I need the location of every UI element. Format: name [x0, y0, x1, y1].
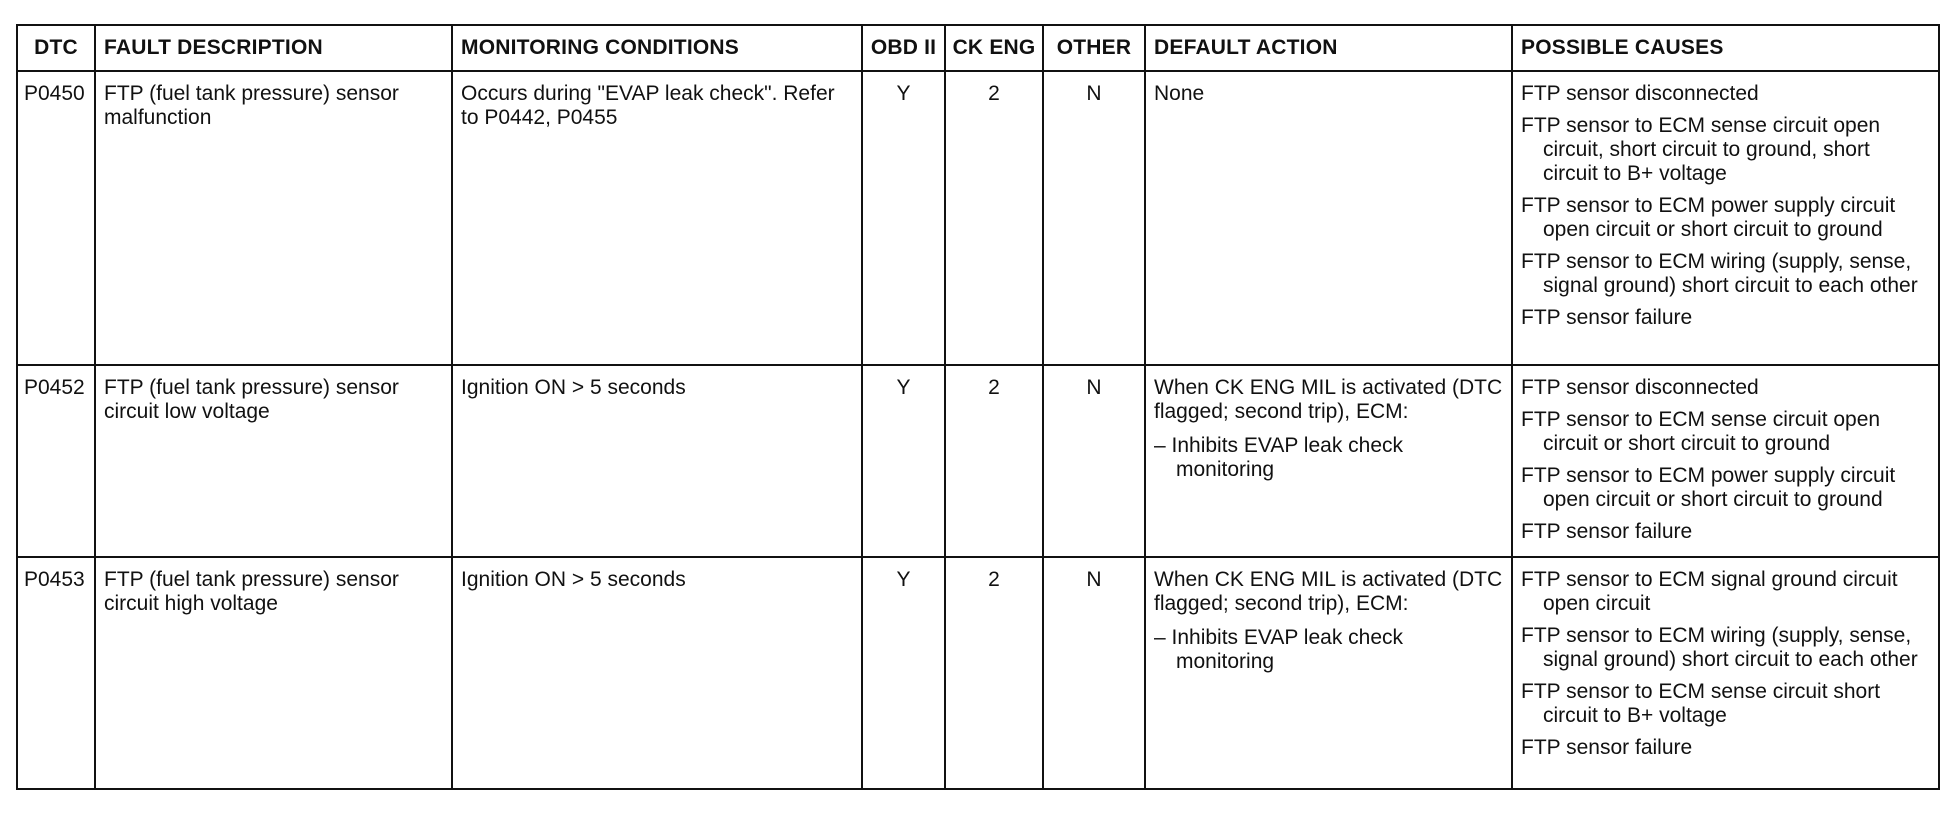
possible-cause-item: FTP sensor disconnected	[1521, 376, 1759, 399]
possible-cause-item: FTP sensor disconnected	[1521, 82, 1759, 105]
possible-cause-item: FTP sensor to ECM sense circuit open circuit or short circuit to ground	[1521, 408, 1881, 455]
other-value: N	[1043, 71, 1145, 365]
monitoring-conditions: Ignition ON > 5 seconds	[452, 557, 862, 789]
default-action	[1145, 557, 1512, 789]
monitoring-conditions: Ignition ON > 5 seconds	[452, 365, 862, 557]
header-possible-causes: POSSIBLE CAUSES	[1512, 25, 1939, 71]
default-action-text: When CK ENG MIL is activated (DTC flagged; second trip), ECM:	[1154, 376, 1503, 423]
possible-cause-item: FTP sensor to ECM sense circuit open circuit, short circuit to ground, short circuit to B+ voltage	[1521, 114, 1881, 185]
possible-cause-item: FTP sensor failure	[1521, 736, 1693, 759]
header-ck-eng: CK ENG	[945, 25, 1043, 71]
possible-causes	[1512, 71, 1939, 365]
obd-ii-value: Y	[862, 557, 945, 789]
possible-cause-item: FTP sensor to ECM wiring (supply, sense, signal ground) short circuit to each other	[1521, 250, 1918, 297]
header-dtc: DTC	[17, 25, 95, 71]
dtc-table	[16, 24, 1940, 790]
possible-cause-item: FTP sensor to ECM sense circuit short circuit to B+ voltage	[1521, 680, 1881, 727]
ck-eng-value: 2	[945, 71, 1043, 365]
dtc-document-page	[16, 24, 1938, 790]
other-value: N	[1043, 365, 1145, 557]
fault-description: FTP (fuel tank pressure) sensor circuit high voltage	[95, 557, 452, 789]
table-header	[17, 25, 1939, 71]
possible-causes	[1512, 365, 1939, 557]
dtc-code: P0453	[17, 557, 95, 789]
default-action-item: – Inhibits EVAP leak check monitoring	[1154, 434, 1404, 481]
obd-ii-value: Y	[862, 365, 945, 557]
possible-cause-item: FTP sensor to ECM signal ground circuit open circuit	[1521, 568, 1898, 615]
fault-description: FTP (fuel tank pressure) sensor circuit low voltage	[95, 365, 452, 557]
table-body	[17, 71, 1939, 789]
table-row	[17, 557, 1939, 789]
header-row	[17, 25, 1939, 71]
ck-eng-value: 2	[945, 557, 1043, 789]
monitoring-conditions: Occurs during "EVAP leak check". Refer to P0442, P0455	[452, 71, 862, 365]
header-other: OTHER	[1043, 25, 1145, 71]
header-obd-ii: OBD II	[862, 25, 945, 71]
dtc-code: P0452	[17, 365, 95, 557]
header-monitoring-conditions: MONITORING CONDITIONS	[452, 25, 862, 71]
possible-cause-item: FTP sensor failure	[1521, 306, 1693, 329]
obd-ii-value: Y	[862, 71, 945, 365]
table-row	[17, 365, 1939, 557]
possible-causes	[1512, 557, 1939, 789]
fault-description: FTP (fuel tank pressure) sensor malfunction	[95, 71, 452, 365]
possible-cause-item: FTP sensor to ECM power supply circuit open circuit or short circuit to ground	[1521, 464, 1896, 511]
dtc-code: P0450	[17, 71, 95, 365]
ck-eng-value: 2	[945, 365, 1043, 557]
possible-cause-item: FTP sensor to ECM wiring (supply, sense, signal ground) short circuit to each other	[1521, 624, 1918, 671]
default-action	[1145, 71, 1512, 365]
default-action-text: None	[1154, 82, 1205, 105]
default-action	[1145, 365, 1512, 557]
table-row	[17, 71, 1939, 365]
header-fault-description: FAULT DESCRIPTION	[95, 25, 452, 71]
other-value: N	[1043, 557, 1145, 789]
default-action-text: When CK ENG MIL is activated (DTC flagged; second trip), ECM:	[1154, 568, 1503, 615]
possible-cause-item: FTP sensor failure	[1521, 520, 1693, 543]
possible-cause-item: FTP sensor to ECM power supply circuit open circuit or short circuit to ground	[1521, 194, 1896, 241]
default-action-item: – Inhibits EVAP leak check monitoring	[1154, 626, 1404, 673]
header-default-action: DEFAULT ACTION	[1145, 25, 1512, 71]
